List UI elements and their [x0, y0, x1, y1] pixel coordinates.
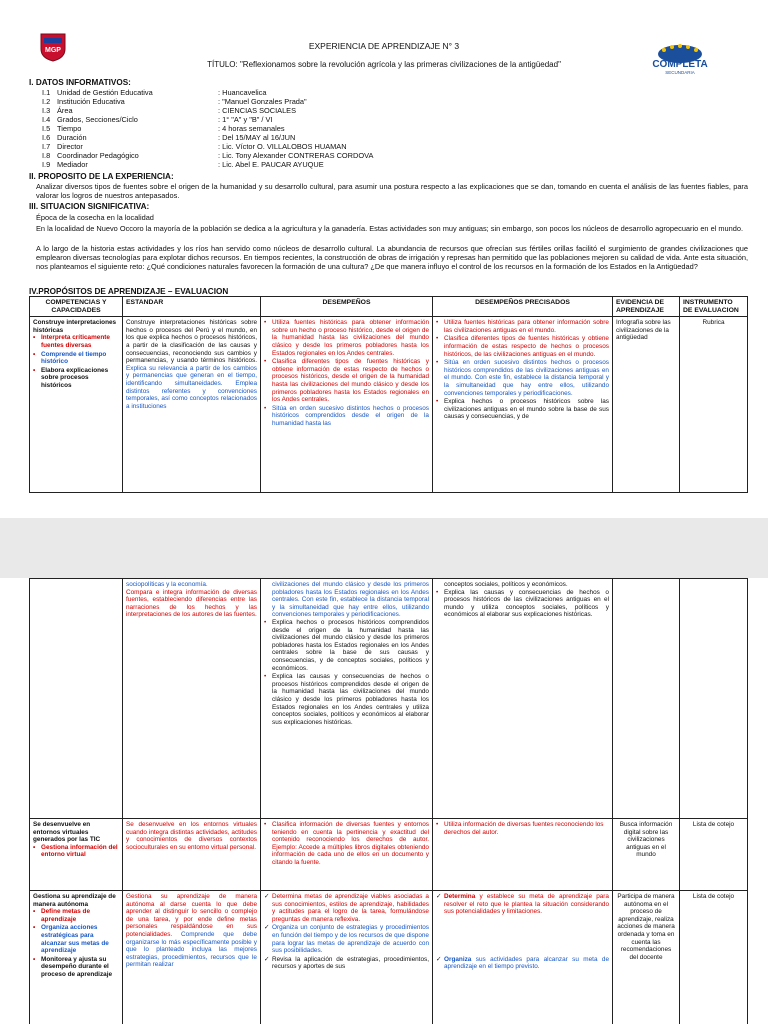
instrumento-cell: [680, 579, 748, 819]
precisado-text: sus actividades para alcanzar su meta de aprendizaje en el tiempo previsto.: [444, 955, 609, 971]
datos-num: I.9: [42, 160, 51, 169]
evidencia-cell: [613, 579, 680, 819]
instrumento-cell: Lista de cotejo: [680, 891, 748, 1024]
header-instrumento: INSTRUMENTO DE EVALUACION: [680, 297, 748, 317]
capacidad-item: • Interpreta críticamente fuentes diversas: [41, 334, 119, 349]
datos-value: : Huancavelica: [218, 88, 267, 97]
learning-purposes-table: [29, 296, 748, 493]
document-title: TÍTULO: "Reflexionamos sobre la revolución agrícola y las primeras civilizaciones de la antigüedad": [207, 60, 561, 69]
precisado-item: [444, 956, 609, 971]
datos-num: I.5: [42, 124, 51, 133]
desempeno-item: • Clasifica información de diversas fuentes y entornos teniendo en cuenta la pertinencia y exactitud del contenido reconociendo los derechos de autor. Ejemplo: Accede a múltiples libros digitales obteniendo información de cada uno de ellos en un documento y citando la fuente.: [272, 821, 429, 867]
desempenos-cell: [261, 317, 433, 493]
table-row: [30, 317, 748, 493]
desempeno-item: ✓ Determina metas de aprendizaje viables asociadas a sus conocimientos, estilos de aprendizaje, habilidades y actitudes para el logro de la tarea, formulándose preguntas de manera reflexiva.: [272, 893, 429, 923]
header-evidencia: EVIDENCIA DE APRENDIZAJE: [613, 297, 680, 317]
table-row: [30, 819, 748, 891]
evidencia-cell: Busca información digital sobre las civilizaciones antiguas en el mundo: [613, 819, 680, 891]
precisado-lead: Organiza: [444, 955, 472, 963]
precisado-item: • Clasifica diferentes tipos de fuentes históricas y obtiene información de estas respecto de hechos o procesos históricos, de las civilizaciones antiguas en el mundo.: [444, 335, 609, 358]
datos-value: : Lic. Abel E. PAUCAR AYUQUE: [218, 160, 324, 169]
desempenos-cell: [261, 891, 433, 1024]
precisado-text: y establece su meta de aprendizaje para resolver el reto que le plantea la situación considerando sus potencialidades y limitaciones.: [444, 893, 609, 916]
datos-value: : CIENCIAS SOCIALES: [218, 106, 297, 115]
table-row: [30, 579, 748, 819]
datos-num: I.4: [42, 115, 51, 124]
precisado-item: • Sitúa en orden sucesivo distintos hechos o procesos históricos comprendidos de las civilizaciones antiguas en el mundo. Con este fin, establece la distancia temporal y la simultaneidad que hay entre ellos, utilizando convenciones temporales y periodificaciones.: [444, 359, 609, 397]
datos-value: : Lic. Tony Alexander CONTRERAS CORDOVA: [218, 151, 374, 160]
evidencia-cell: Infografía sobre las civilizaciones de la antigüedad: [613, 317, 680, 493]
datos-num: I.7: [42, 142, 51, 151]
situacion-paragraph-2: A lo largo de la historia estas actividades y los ríos han servido como núcleos de desarrollo cultural. La abundancia de recursos que ofrecían sus fértiles orillas facilitó el surgimiento de grandes civilizaciones que emplearon diversas tecnologías para explotar dichos recursos. En tiempos recientes, la construcción de obras de irrigación y represas han permitido que las poblaciones mejoren su calidad de vida. Ante esta situación, nos planteamos el siguiente reto: ¿Qué condiciones naturales favorecen la formación de una cultura? ¿De que manera influyo el control de los recursos en la formación de los Estados en la Antigüedad?: [36, 244, 748, 271]
desempenos-precisados-cell: [433, 317, 613, 493]
desempeno-item: • Utiliza fuentes históricas para obtener información sobre un hecho o proceso histórico, desde el origen de la humanidad hasta las civilizaciones del mundo clásico y desde los primeros pobladores hasta los Estados regionales en los Andes centrales.: [272, 319, 429, 357]
datos-label: Coordinador Pedagógico: [57, 151, 139, 160]
shield-logo-text: MGP: [45, 47, 61, 54]
capacidad-item: • Define metas de aprendizaje: [41, 908, 119, 923]
datos-value: : 4 horas semanales: [218, 124, 285, 133]
desempeno-item: • Explica las causas y consecuencias de hechos o procesos históricos comprendidos desde el origen de la humanidad hasta las civilizaciones del mundo clásico y desde los primeros pobladores hasta los Estados regionales en los Andes centrales y utiliza conceptos sociales, políticos y económicos al elaborar sus explicaciones históricas.: [272, 673, 429, 726]
table-row: [30, 891, 748, 1024]
datos-label: Director: [57, 142, 83, 151]
estandar-text-blue: sociopolíticas y la economía.: [126, 581, 208, 588]
capacidad-item: • Organiza acciones estratégicas para alcanzar sus metas de aprendizaje: [41, 924, 119, 954]
desempeno-continuation: civilizaciones del mundo clásico y desde los primeros pobladores hasta los Estados regionales en los Andes centrales. Con este fin, establece la distancia temporal y la simultaneidad que hay entre ellos, utilizando convenciones temporales y periodificaciones.: [272, 581, 429, 619]
datos-label: Duración: [57, 133, 87, 142]
desempenos-precisados-cell: [433, 891, 613, 1024]
datos-value: : Del 15/MAY al 16/JUN: [218, 133, 296, 142]
desempeno-item: • Sitúa en orden sucesivo distintos hechos o procesos históricos comprendidos desde el origen de la humanidad hasta las: [272, 405, 429, 428]
datos-value: : Lic. Víctor O. VILLALOBOS HUAMAN: [218, 142, 347, 151]
capacidad-item: • Gestiona información del entorno virtual: [41, 844, 119, 859]
desempeno-item: ✓ Revisa la aplicación de estrategias, procedimientos, recursos y aportes de sus: [272, 956, 429, 971]
estandar-text-red: Gestiona su aprendizaje de manera autónoma al darse cuenta lo que debe aprender al distinguir lo sencillo o complejo de una tarea, y por ende define metas personales respaldándose en sus potencialidades.: [126, 893, 257, 938]
header-desempenos: DESEMPEÑOS: [261, 297, 433, 317]
datos-label: Institución Educativa: [57, 97, 125, 106]
datos-num: I.3: [42, 106, 51, 115]
section-datos-heading: I. DATOS INFORMATIVOS:: [29, 78, 131, 87]
estandar-cell: [123, 579, 261, 819]
competencia-title: Gestiona su aprendizaje de manera autónoma: [33, 893, 116, 908]
datos-label: Unidad de Gestión Educativa: [57, 88, 153, 97]
estandar-cell: [123, 891, 261, 1024]
evidencia-cell: Participa de manera autónoma en el proceso de aprendizaje, realiza acciones de manera ordenada y toma en cuenta las recomendaciones del docente: [613, 891, 680, 1024]
competencia-cell: [30, 317, 123, 493]
instrumento-cell: Lista de cotejo: [680, 819, 748, 891]
learning-purposes-table-continued: [29, 578, 748, 1024]
section-proposito-heading: II. PROPOSITO DE LA EXPERIENCIA:: [29, 172, 174, 181]
competencia-cell: [30, 579, 123, 819]
precisado-item: • Utiliza información de diversas fuentes reconociendo los derechos del autor.: [444, 821, 609, 836]
datos-label: Tiempo: [57, 124, 82, 133]
header-competencias: COMPETENCIAS Y CAPACIDADES: [30, 297, 123, 317]
proposito-text: Analizar diversos tipos de fuentes sobre el origen de la humanidad y su desarrollo cultural, para asumir una postura respecto a las explicaciones que se dan, tomando en cuenta el análisis de las fuentes fiables, para valorar los logros de nuestros antepasados.: [36, 182, 748, 200]
precisado-lead: Determina: [444, 893, 476, 900]
datos-num: I.2: [42, 97, 51, 106]
desempenos-cell: [261, 579, 433, 819]
situacion-paragraph-1: En la localidad de Nuevo Occoro la mayoría de la población se dedica a la agricultura y la ganadería. Estas actividades son muy antiguas; sin embargo, son pocos los núcleos de desarrollo agropecuario en el mundo.: [36, 224, 744, 233]
table-header-row: [30, 297, 748, 317]
desempeno-item: ✓ Organiza un conjunto de estrategias y procedimientos en función del tiempo y de los recursos de que dispone para lograr las metas de aprendizaje de acuerdo con sus posibilidades.: [272, 924, 429, 954]
datos-num: I.6: [42, 133, 51, 142]
capacidad-item: • Monitorea y ajusta su desempeño durante el proceso de aprendizaje: [41, 956, 119, 979]
precisado-continuation: conceptos sociales, políticos y económicos.: [444, 581, 568, 588]
estandar-cell: Se desenvuelve en los entornos virtuales cuando integra distintas actividades, actitudes y conocimientos de diversos contextos socioculturales en su entorno virtual personal.: [123, 819, 261, 891]
datos-label: Área: [57, 106, 73, 115]
capacidad-item: • Elabora explicaciones sobre procesos históricos: [41, 367, 119, 390]
estandar-text: Construye interpretaciones históricas sobre hechos o procesos del Perú y el mundo, en los que explica hechos o procesos históricos, a partir de la clasificación de las causas y consecuencias, reconociendo sus cambios y permanencias, y usando términos históricos.: [126, 319, 257, 365]
desempenos-precisados-cell: [433, 819, 613, 891]
datos-num: I.8: [42, 151, 51, 160]
section-situacion-heading: III. SITUACION SIGNIFICATIVA:: [29, 202, 150, 211]
datos-label: Grados, Secciones/Ciclo: [57, 115, 138, 124]
estandar-text-blue: Comprende que debe organizarse lo más específicamente posible y que lo planteado incluya las mejores estrategias, procedimientos, recursos que le permitan realizar: [126, 930, 257, 969]
datos-value: : 1° "A" y "B" / VI: [218, 115, 273, 124]
precisado-item: • Utiliza fuentes históricas para obtener información sobre las civilizaciones antiguas en el mundo.: [444, 319, 609, 334]
capacidad-item: • Comprende el tiempo histórico: [41, 351, 119, 366]
estandar-text-red: Compara e integra información de diversas fuentes, estableciendo diferencias entre las narraciones de los hechos y las interpretaciones de los autores de las fuentes.: [126, 588, 257, 619]
desempeno-item: • Explica hechos o procesos históricos comprendidos desde el origen de la humanidad hasta las civilizaciones del mundo clásico y desde los primeros pobladores hasta los Estados regionales en los Andes centrales sobre la base de sus causas y consecuencias, y de conceptos sociales, políticos y económicos.: [272, 619, 429, 672]
desempenos-cell: [261, 819, 433, 891]
logo-secundaria-text: SECUNDARIA: [665, 70, 695, 75]
desempeno-item: • Clasifica diferentes tipos de fuentes históricas y obtiene información de estas respecto de hechos o procesos históricos, desde el origen de la humanidad hasta las civilizaciones del mundo clásico y desde los primeros pobladores hasta los Estados regionales en los Andes centrales.: [272, 358, 429, 404]
header-desempenos-precisados: DESEMPEÑOS PRECISADOS: [433, 297, 613, 317]
instrumento-cell: Rubrica: [680, 317, 748, 493]
document-page-2: [0, 578, 768, 1024]
precisado-item: • Explica las causas y consecuencias de hechos o procesos históricos de las civilizaciones antiguas en el mundo y utiliza conceptos sociales, políticos y económicos al elaborar sus explicaciones históricas.: [444, 589, 609, 619]
estandar-cell: [123, 317, 261, 493]
logo-completa-text: COMPLETA: [652, 59, 708, 70]
header-estandar: ESTANDAR: [123, 297, 261, 317]
datos-value: : "Manuel Gonzales Prada": [218, 97, 307, 106]
precisado-item: [444, 893, 609, 916]
datos-num: I.1: [42, 88, 51, 97]
competencia-cell: [30, 891, 123, 1024]
experience-number-heading: EXPERIENCIA DE APRENDIZAJE N° 3: [308, 41, 460, 51]
competencia-title: Construye interpretaciones históricas: [33, 319, 117, 334]
desempenos-precisados-cell: [433, 579, 613, 819]
estandar-text-blue: Explica su relevancia a partir de los cambios y permanencias que generan en el tiempo, identificando simultaneidades. Emplea distintos referentes y convenciones temporales, así como conceptos relacionados a instituciones: [126, 364, 257, 410]
competencia-cell: [30, 819, 123, 891]
precisado-item: • Explica hechos o procesos históricos sobre las civilizaciones antiguas en el mundo sobre la base de sus causas y consecuencias, y de: [444, 398, 609, 421]
datos-label: Mediador: [57, 160, 88, 169]
competencia-title: Se desenvuelve en entornos virtuales generados por las TIC: [33, 821, 101, 844]
situacion-subheading: Época de la cosecha en la localidad: [36, 213, 154, 222]
section-propositos-heading: IV.PROPÓSITOS DE APRENDIZAJE – EVALUACION: [29, 287, 229, 296]
